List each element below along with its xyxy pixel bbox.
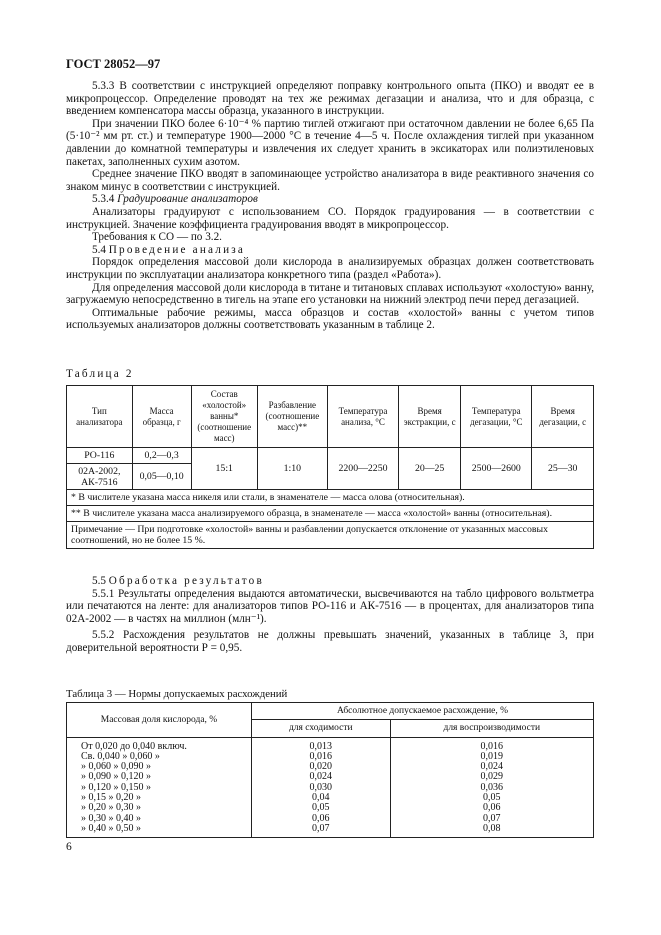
table-cell: 0,05: [390, 793, 593, 803]
paragraph-procedure: Порядок определения массовой доли кислорода в анализируемых образцах должен соответствовать инструкции по эксплуатации анализатора конкретного типа (раздел «Работа»).: [66, 256, 594, 281]
table-cell: 02А-2002, АК-7516: [67, 464, 133, 490]
table-cell: Св. 0,040 » 0,060 »: [67, 752, 252, 762]
page-number: 6: [66, 841, 72, 853]
page-header: ГОСТ 28052—97: [66, 57, 161, 71]
table-cell: » 0,30 » 0,40 »: [67, 814, 252, 824]
table-cell: От 0,020 до 0,040 включ.: [67, 737, 252, 752]
table-row: [67, 824, 594, 838]
table-body: [67, 737, 594, 838]
table-cell: 0,016: [252, 752, 391, 762]
table-cell: 0,05—0,10: [132, 464, 191, 490]
paragraph-calibration: Анализаторы градуируют с использованием СО. Порядок градуирования — в соответствии с инструкцией. Значение коэффициента градуирования вводят в микропроцессор.: [66, 205, 594, 231]
heading-number: 5.5: [92, 575, 106, 587]
table3-caption: Таблица 3 — Нормы допускаемых расхождений: [66, 688, 288, 700]
table-cell: 1:10: [257, 448, 327, 490]
header-cell: Температура анализа, °С: [327, 386, 398, 448]
table-cell: РО-116: [67, 448, 133, 464]
table-cell: » 0,20 » 0,30 »: [67, 803, 252, 813]
header-cell: Массовая доля кислорода, %: [67, 703, 252, 738]
heading-5-5: [66, 575, 594, 588]
header-cell: Время экстракции, с: [399, 386, 461, 448]
table-cell: 0,06: [390, 803, 593, 813]
table-cell: 15:1: [191, 448, 257, 490]
table-3: [66, 702, 594, 838]
table-cell: 2500—2600: [461, 448, 532, 490]
table-footnote-row: [67, 490, 594, 506]
main-text: [66, 80, 594, 332]
table-cell: 0,036: [390, 783, 593, 793]
table-footnote-row: [67, 506, 594, 522]
table-row: [67, 737, 594, 752]
table-cell: » 0,120 » 0,150 »: [67, 783, 252, 793]
table-2: [66, 385, 594, 549]
header-cell: для воспроизводимости: [390, 720, 593, 737]
table2-caption: Таблица 2: [66, 368, 134, 380]
table-cell: 0,019: [390, 752, 593, 762]
table-cell: 0,024: [390, 762, 593, 772]
table-header-row: [67, 386, 594, 448]
table-cell: 0,029: [390, 772, 593, 782]
heading-5-3-4: [66, 193, 594, 206]
heading-number: 5.4: [92, 243, 106, 256]
table-cell: » 0,40 » 0,50 »: [67, 824, 252, 838]
paragraph-optimal-modes: Оптимальные рабочие режимы, масса образцов и состав «холостой» ванны с учетом типов используемых анализаторов должны соответствовать указанным в таблице 2.: [66, 306, 594, 332]
table-note: Примечание — При подготовке «холостой» ванны и разбавлении допускается отклонение от указанных массовых соотношений, но не более 15 %.: [67, 522, 594, 549]
table-cell: 0,020: [252, 762, 391, 772]
footnote-2: ** В числителе указана масса анализируемого образца, в знаменателе — масса «холостой» ванны (относительная).: [67, 506, 594, 522]
header-cell: Температура дегазации, °С: [461, 386, 532, 448]
header-cell: для сходимости: [252, 720, 391, 737]
paragraph-pko-threshold: При значении ПКО более 6·10⁻⁴ % партию тиглей отжигают при остаточном давлении не более 6,65 Па (5·10⁻² мм рт. ст.) и температуре 1900—2000 °С в течение 4—5 ч. После охлаждения тиглей при указанном давлении до комнатной температуры и извлечения их следует хранить в эксикаторах или полиэтиленовых пакетах, заполненных сухим азотом.: [66, 117, 594, 168]
paragraph-5-5-1: 5.5.1 Результаты определения выдаются автоматически, высвечиваются на табло цифрового вольтметра или печатаются на ленте: для анализаторов типов РО-116 и АК-7516 — в процентах, для анализаторов типа 02А-2002 — в частях на миллион (млн⁻¹).: [66, 587, 594, 625]
table-note-row: [67, 522, 594, 549]
heading-text: Проведение анализа: [108, 243, 246, 256]
table-cell: 0,2—0,3: [132, 448, 191, 464]
section-5-5: [66, 575, 594, 655]
footnote-1: * В числителе указана масса никеля или стали, в знаменателе — масса олова (относительная).: [67, 490, 594, 506]
heading-text: Градуирование анализаторов: [117, 193, 258, 206]
table-cell: 20—25: [399, 448, 461, 490]
table-cell: 0,08: [390, 824, 593, 838]
paragraph-co-requirements: Требования к СО — по 3.2.: [92, 231, 222, 244]
table-cell: 0,07: [390, 814, 593, 824]
table-row: [67, 783, 594, 793]
heading-number: 5.3.4: [92, 193, 115, 206]
table-cell: 0,04: [252, 793, 391, 803]
paragraph-5-5-2: 5.5.2 Расхождения результатов не должны превышать значений, указанных в таблице 3, при доверительной вероятности Р = 0,95.: [66, 629, 594, 654]
table-cell: 0,05: [252, 803, 391, 813]
table-row: [67, 448, 594, 464]
table-cell: 2200—2250: [327, 448, 398, 490]
heading-text: Обработка результатов: [108, 575, 264, 587]
header-cell: Тип анализатора: [67, 386, 133, 448]
table-cell: » 0,090 » 0,120 »: [67, 772, 252, 782]
table-cell: 0,030: [252, 783, 391, 793]
table-cell: 0,06: [252, 814, 391, 824]
table-cell: 0,024: [252, 772, 391, 782]
table-cell: » 0,060 » 0,090 »: [67, 762, 252, 772]
table-cell: 0,013: [252, 737, 391, 752]
table-header-row: [67, 703, 594, 720]
table-row: [67, 793, 594, 803]
header-cell: Масса образца, г: [132, 386, 191, 448]
header-cell: Абсолютное допускаемое расхождение, %: [252, 703, 594, 720]
table-cell: 0,07: [252, 824, 391, 838]
paragraph-pko-average: Среднее значение ПКО вводят в запоминающее устройство анализатора в виде реактивного значения со знаком минус в соответствии с инструкцией.: [66, 168, 594, 193]
paragraph-titanium: Для определения массовой доли кислорода в титане и титановых сплавах используют «холостую» ванну, загружаемую непосредственно в тигель на этапе его установки на нижний электрод печи перед дегазацией.: [66, 281, 594, 307]
header-cell: Разбавление (соотношение масс)**: [257, 386, 327, 448]
table-cell: 0,016: [390, 737, 593, 752]
header-cell: Время дегазации, с: [532, 386, 594, 448]
heading-5-4: [66, 244, 594, 257]
header-cell: Состав «холостой» ванны* (соотношение масс): [191, 386, 257, 448]
table-cell: 25—30: [532, 448, 594, 490]
paragraph-5-3-3: 5.3.3 В соответствии с инструкцией определяют поправку контрольного опыта (ПКО) и вводят ее в микропроцессор. Определение проводят на тех же режимах дегазации и анализа, что и для образца, с введением компенсатора массы образца, указанного в инструкции.: [66, 80, 594, 118]
table-cell: » 0,15 » 0,20 »: [67, 793, 252, 803]
table-row: [67, 814, 594, 824]
table-row: [67, 803, 594, 813]
